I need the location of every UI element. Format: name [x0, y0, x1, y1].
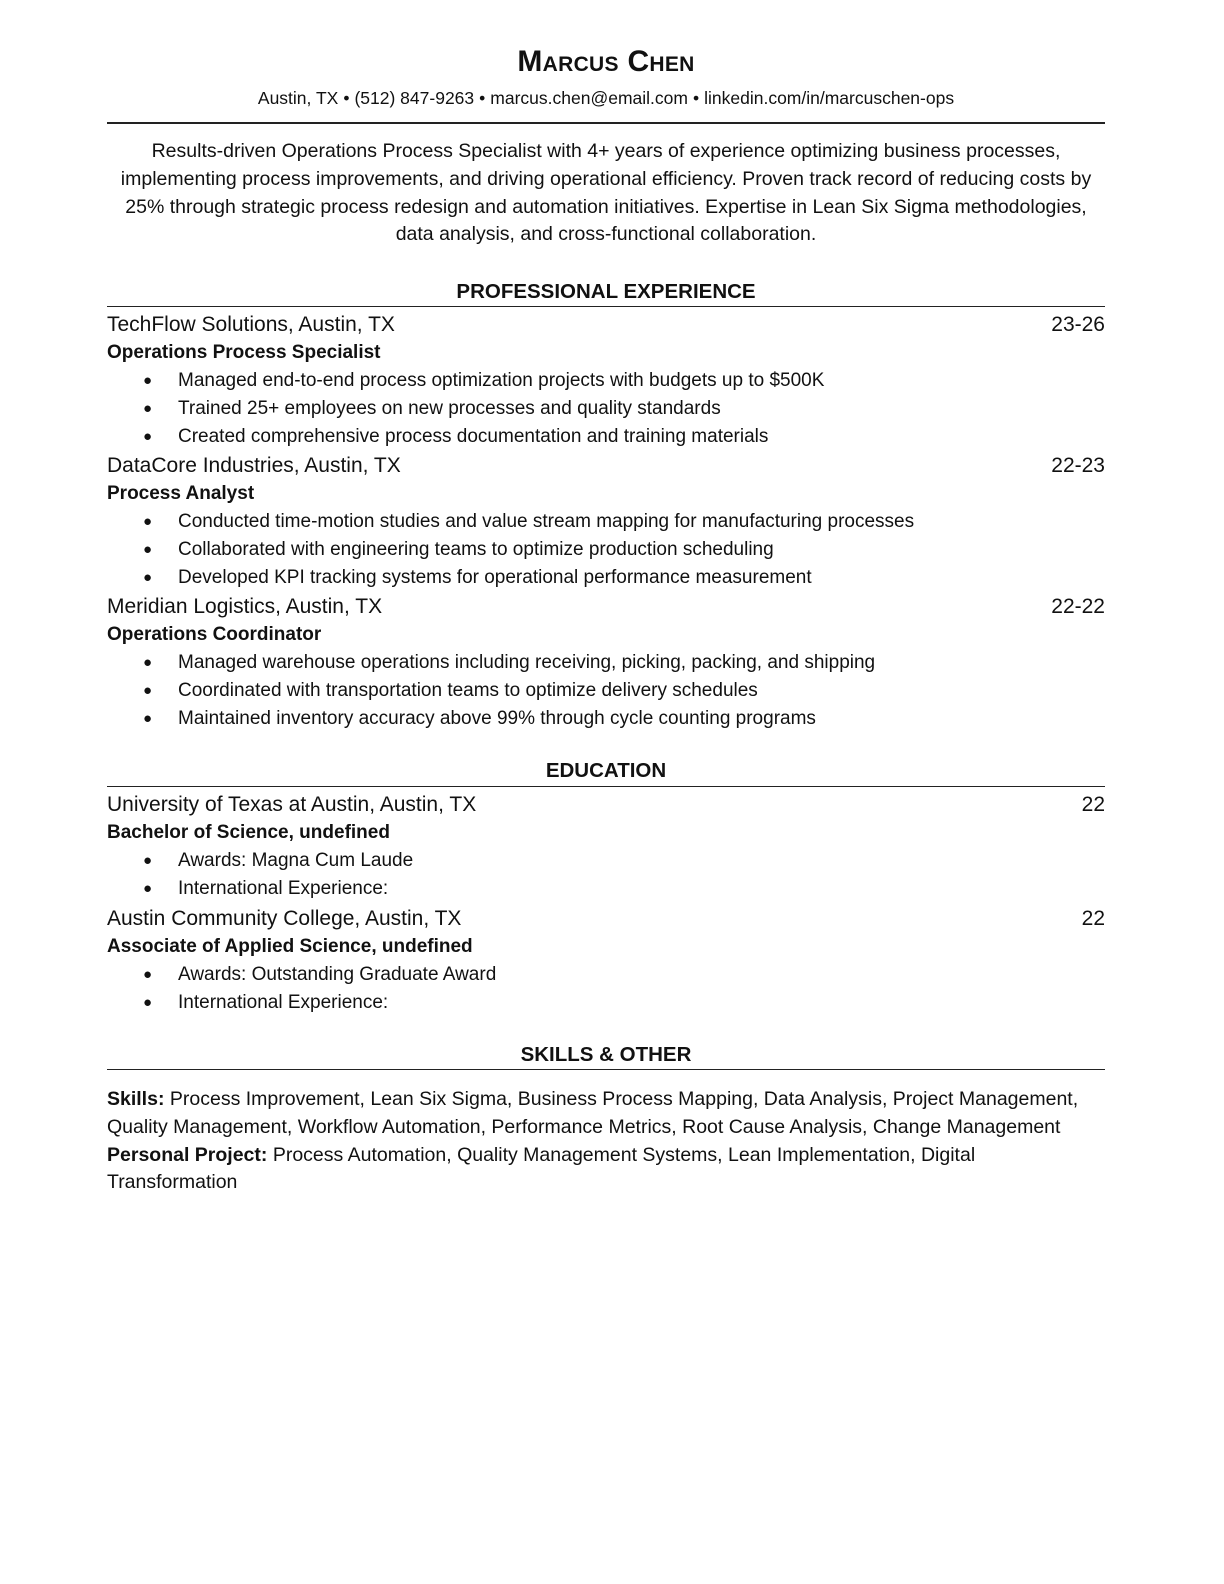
job-title: Process Analyst — [107, 483, 255, 504]
contact-separator: • — [479, 88, 486, 108]
bullet-list — [107, 649, 1105, 732]
professional-summary: Results-driven Operations Process Specialist with 4+ years of experience optimizing business processes, implementing process improvements, and driving operational efficiency. Proven track record of reducing costs by 25% through strategic process redesign and automation initiatives. Expertise in Lean Six Sigma methodologies, data analysis, and cross-functional collaboration. — [120, 140, 1092, 246]
bullet-text: Conducted time-motion studies and value stream mapping for manufacturing processes — [178, 511, 915, 532]
job-title: Operations Process Specialist — [107, 342, 381, 363]
list-item — [107, 423, 1105, 451]
skills-paragraph — [107, 1086, 1105, 1142]
bullet-text: International Experience: — [178, 991, 389, 1013]
bullet-list — [107, 847, 1105, 903]
personal-project-text: Process Automation, Quality Management Systems, Lean Implementation, Digital Transformation — [107, 1143, 976, 1194]
bullet-text: Maintained inventory accuracy above 99% through cycle counting programs — [178, 707, 816, 729]
experience-section-divider — [107, 306, 1105, 307]
bullet-icon: ● — [143, 993, 153, 1011]
degree: Bachelor of Science, undefined — [107, 822, 390, 843]
header-divider — [107, 122, 1105, 124]
bullet-icon: ● — [143, 654, 153, 671]
bullet-text: Developed KPI tracking systems for operational performance measurement — [178, 566, 812, 588]
entry-header — [107, 452, 1105, 480]
list-item — [107, 395, 1105, 423]
personal-project-paragraph — [107, 1142, 1105, 1198]
list-item — [107, 961, 1105, 989]
skills-section-divider — [107, 1069, 1105, 1070]
personal-project-label: Personal Project: — [107, 1143, 268, 1166]
entry-header — [107, 791, 1105, 819]
contact-linkedin[interactable]: linkedin.com/in/marcuschen-ops — [704, 88, 955, 108]
contact-email[interactable]: marcus.chen@email.com — [490, 88, 688, 108]
bullet-list — [107, 508, 1105, 591]
bullet-icon: ● — [143, 427, 153, 445]
contact-line — [107, 86, 1105, 110]
skills-section-title: SKILLS & OTHER — [520, 1043, 692, 1066]
entry-dates: 22 — [1081, 907, 1105, 930]
list-item — [107, 508, 1105, 536]
entry-header — [107, 593, 1105, 621]
experience-entry — [107, 452, 1105, 591]
entry-dates: 23-26 — [1051, 313, 1105, 336]
bullet-icon: ● — [143, 399, 153, 417]
education-section-divider — [107, 786, 1105, 787]
education-section-title: EDUCATION — [545, 759, 667, 782]
list-item — [107, 875, 1105, 903]
bullet-text: Coordinated with transportation teams to optimize delivery schedules — [178, 679, 758, 701]
bullet-text: Trained 25+ employees on new processes and quality standards — [178, 397, 721, 419]
list-item — [107, 367, 1105, 395]
skills-block — [107, 1086, 1105, 1197]
entry-header — [107, 311, 1105, 339]
bullet-icon: ● — [143, 513, 153, 530]
bullet-icon: ● — [143, 966, 153, 983]
list-item — [107, 677, 1105, 705]
experience-entry — [107, 593, 1105, 732]
bullet-list — [107, 961, 1105, 1017]
list-item — [107, 536, 1105, 564]
list-item — [107, 564, 1105, 592]
contact-location: Austin, TX — [257, 88, 339, 108]
skills-label: Skills: — [107, 1088, 165, 1110]
bullet-text: Collaborated with engineering teams to optimize production scheduling — [178, 538, 774, 560]
bullet-icon: ● — [143, 372, 153, 389]
skills-text: Process Improvement, Lean Six Sigma, Business Process Mapping, Data Analysis, Project Management, Quality Management, Workflow Automation, Performance Metrics, Root Cause Analysis, Change Management — [107, 1088, 1079, 1138]
bullet-text: Managed end-to-end process optimization projects with budgets up to $500K — [178, 370, 825, 391]
bullet-icon: ● — [143, 540, 153, 558]
education-entry — [107, 791, 1105, 903]
bullet-icon: ● — [143, 568, 153, 586]
education-entry — [107, 905, 1105, 1017]
contact-phone: (512) 847-9263 — [354, 88, 475, 108]
contact-separator: • — [692, 88, 700, 108]
entry-dates: 22-23 — [1051, 454, 1105, 477]
job-title: Operations Coordinator — [107, 624, 322, 645]
school-name: Austin Community College, Austin, TX — [107, 907, 462, 930]
entry-header — [107, 905, 1105, 933]
bullet-text: Created comprehensive process documentation and training materials — [178, 425, 769, 447]
bullet-text: Awards: Magna Cum Laude — [178, 850, 414, 871]
list-item — [107, 989, 1105, 1017]
contact-separator: • — [343, 88, 350, 108]
entry-dates: 22-22 — [1051, 595, 1105, 618]
bullet-icon: ● — [143, 681, 153, 699]
bullet-text: Awards: Outstanding Graduate Award — [178, 964, 497, 985]
list-item — [107, 705, 1105, 733]
bullet-icon: ● — [143, 852, 153, 869]
list-item — [107, 847, 1105, 875]
company-name: TechFlow Solutions, Austin, TX — [107, 313, 395, 336]
experience-entry — [107, 311, 1105, 450]
list-item — [107, 649, 1105, 677]
school-name: University of Texas at Austin, Austin, TX — [107, 793, 477, 816]
candidate-name: Marcus Chen — [517, 45, 695, 78]
bullet-list — [107, 367, 1105, 450]
company-name: DataCore Industries, Austin, TX — [107, 454, 401, 477]
bullet-icon: ● — [143, 879, 153, 897]
degree: Associate of Applied Science, undefined — [107, 936, 473, 957]
bullet-text: International Experience: — [178, 877, 389, 899]
entry-dates: 22 — [1081, 793, 1105, 816]
experience-section-title: PROFESSIONAL EXPERIENCE — [456, 280, 756, 303]
bullet-text: Managed warehouse operations including receiving, picking, packing, and shipping — [178, 652, 876, 673]
company-name: Meridian Logistics, Austin, TX — [107, 595, 383, 618]
bullet-icon: ● — [143, 709, 153, 727]
